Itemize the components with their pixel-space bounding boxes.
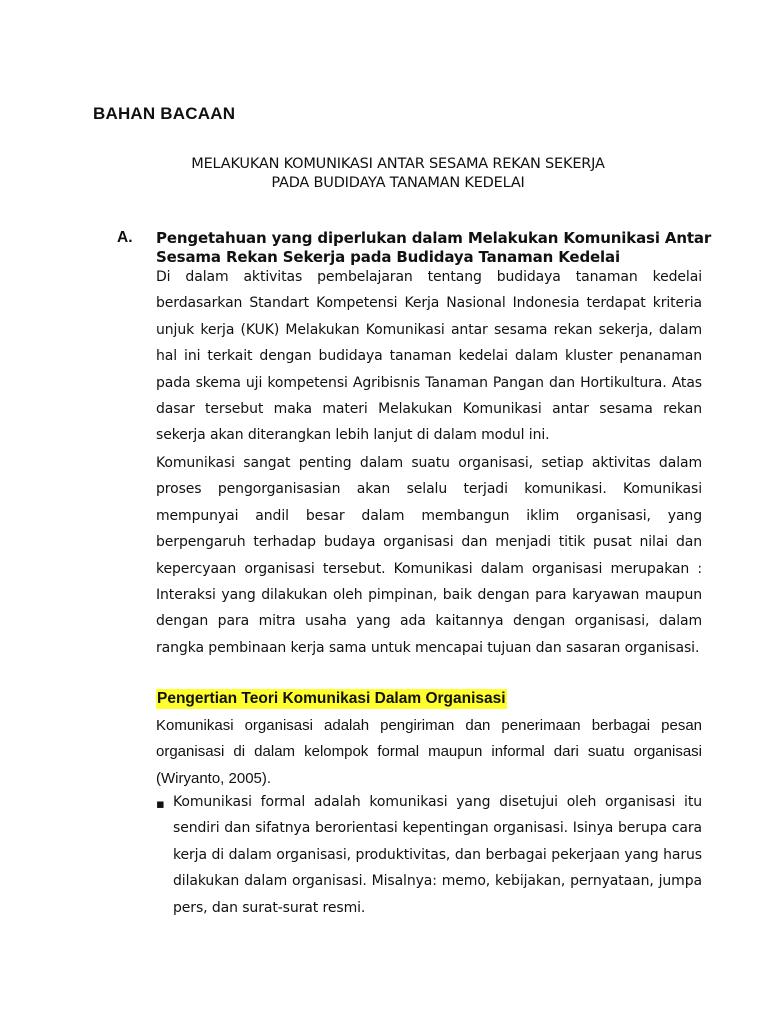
document-subtitle-line-1: MELAKUKAN KOMUNIKASI ANTAR SESAMA REKAN SEKERJA (191, 156, 605, 172)
highlighted-subheading: Pengertian Teori Komunikasi Dalam Organisasi (157, 690, 506, 707)
section-marker: A. (117, 229, 133, 246)
definition-paragraph: Komunikasi organisasi adalah pengiriman dan penerimaan berbagai pesan organisasi di dalam kelompok formal maupun informal dari suatu organisasi (Wiryanto, 2005). (156, 717, 702, 787)
section-paragraph-2: Komunikasi sangat penting dalam suatu organisasi, setiap aktivitas dalam proses pengorganisasian akan selalu terjadi komunikasi. Komunikasi mempunyai andil besar dalam membangun iklim organisasi, yang berpengaruh terhadap budaya organisasi dan menjadi titik pusat nilai dan kepercyaan organisasi tersebut. Komunikasi dalam organisasi merupakan : Interaksi yang dilakukan oleh pimpinan, baik dengan para karyawan maupun dengan para mitra usaha yang ada kaitannya dengan organisasi, dalam rangka pembinaan kerja sama untuk mencapai tujuan dan sasaran organisasi. (156, 455, 702, 656)
bullet-icon: ▪ (156, 797, 165, 812)
document-subtitle-line-2: PADA BUDIDAYA TANAMAN KEDELAI (271, 175, 525, 191)
document-title: BAHAN BACAAN (93, 104, 236, 123)
section-paragraph-1: Di dalam aktivitas pembelajaran tentang budidaya tanaman kedelai berdasarkan Standart Kompetensi Kerja Nasional Indonesia terdapat kriteria unjuk kerja (KUK) Melakukan Komunikasi antar sesama rekan sekerja, dalam hal ini terkait dengan budidaya tanaman kedelai dalam kluster penanaman pada skema uji kompetensi Agribisnis Tanaman Pangan dan Hortikultura. Atas dasar tersebut maka materi Melakukan Komunikasi antar sesama rekan sekerja akan diterangkan lebih lanjut di dalam modul ini. (156, 269, 702, 444)
bullet-list-item: Komunikasi formal adalah komunikasi yang disetujui oleh organisasi itu sendiri dan sifatnya berorientasi kepentingan organisasi. Isinya berupa cara kerja di dalam organisasi, produktivitas, dan berbagai pekerjaan yang harus dilakukan dalam organisasi. Misalnya: memo, kebijakan, pernyataan, jumpa pers, dan surat-surat resmi. (173, 794, 702, 916)
section-heading: Pengetahuan yang diperlukan dalam Melakukan Komunikasi Antar Sesama Rekan Sekerja pada Budidaya Tanaman Kedelai (156, 229, 712, 266)
